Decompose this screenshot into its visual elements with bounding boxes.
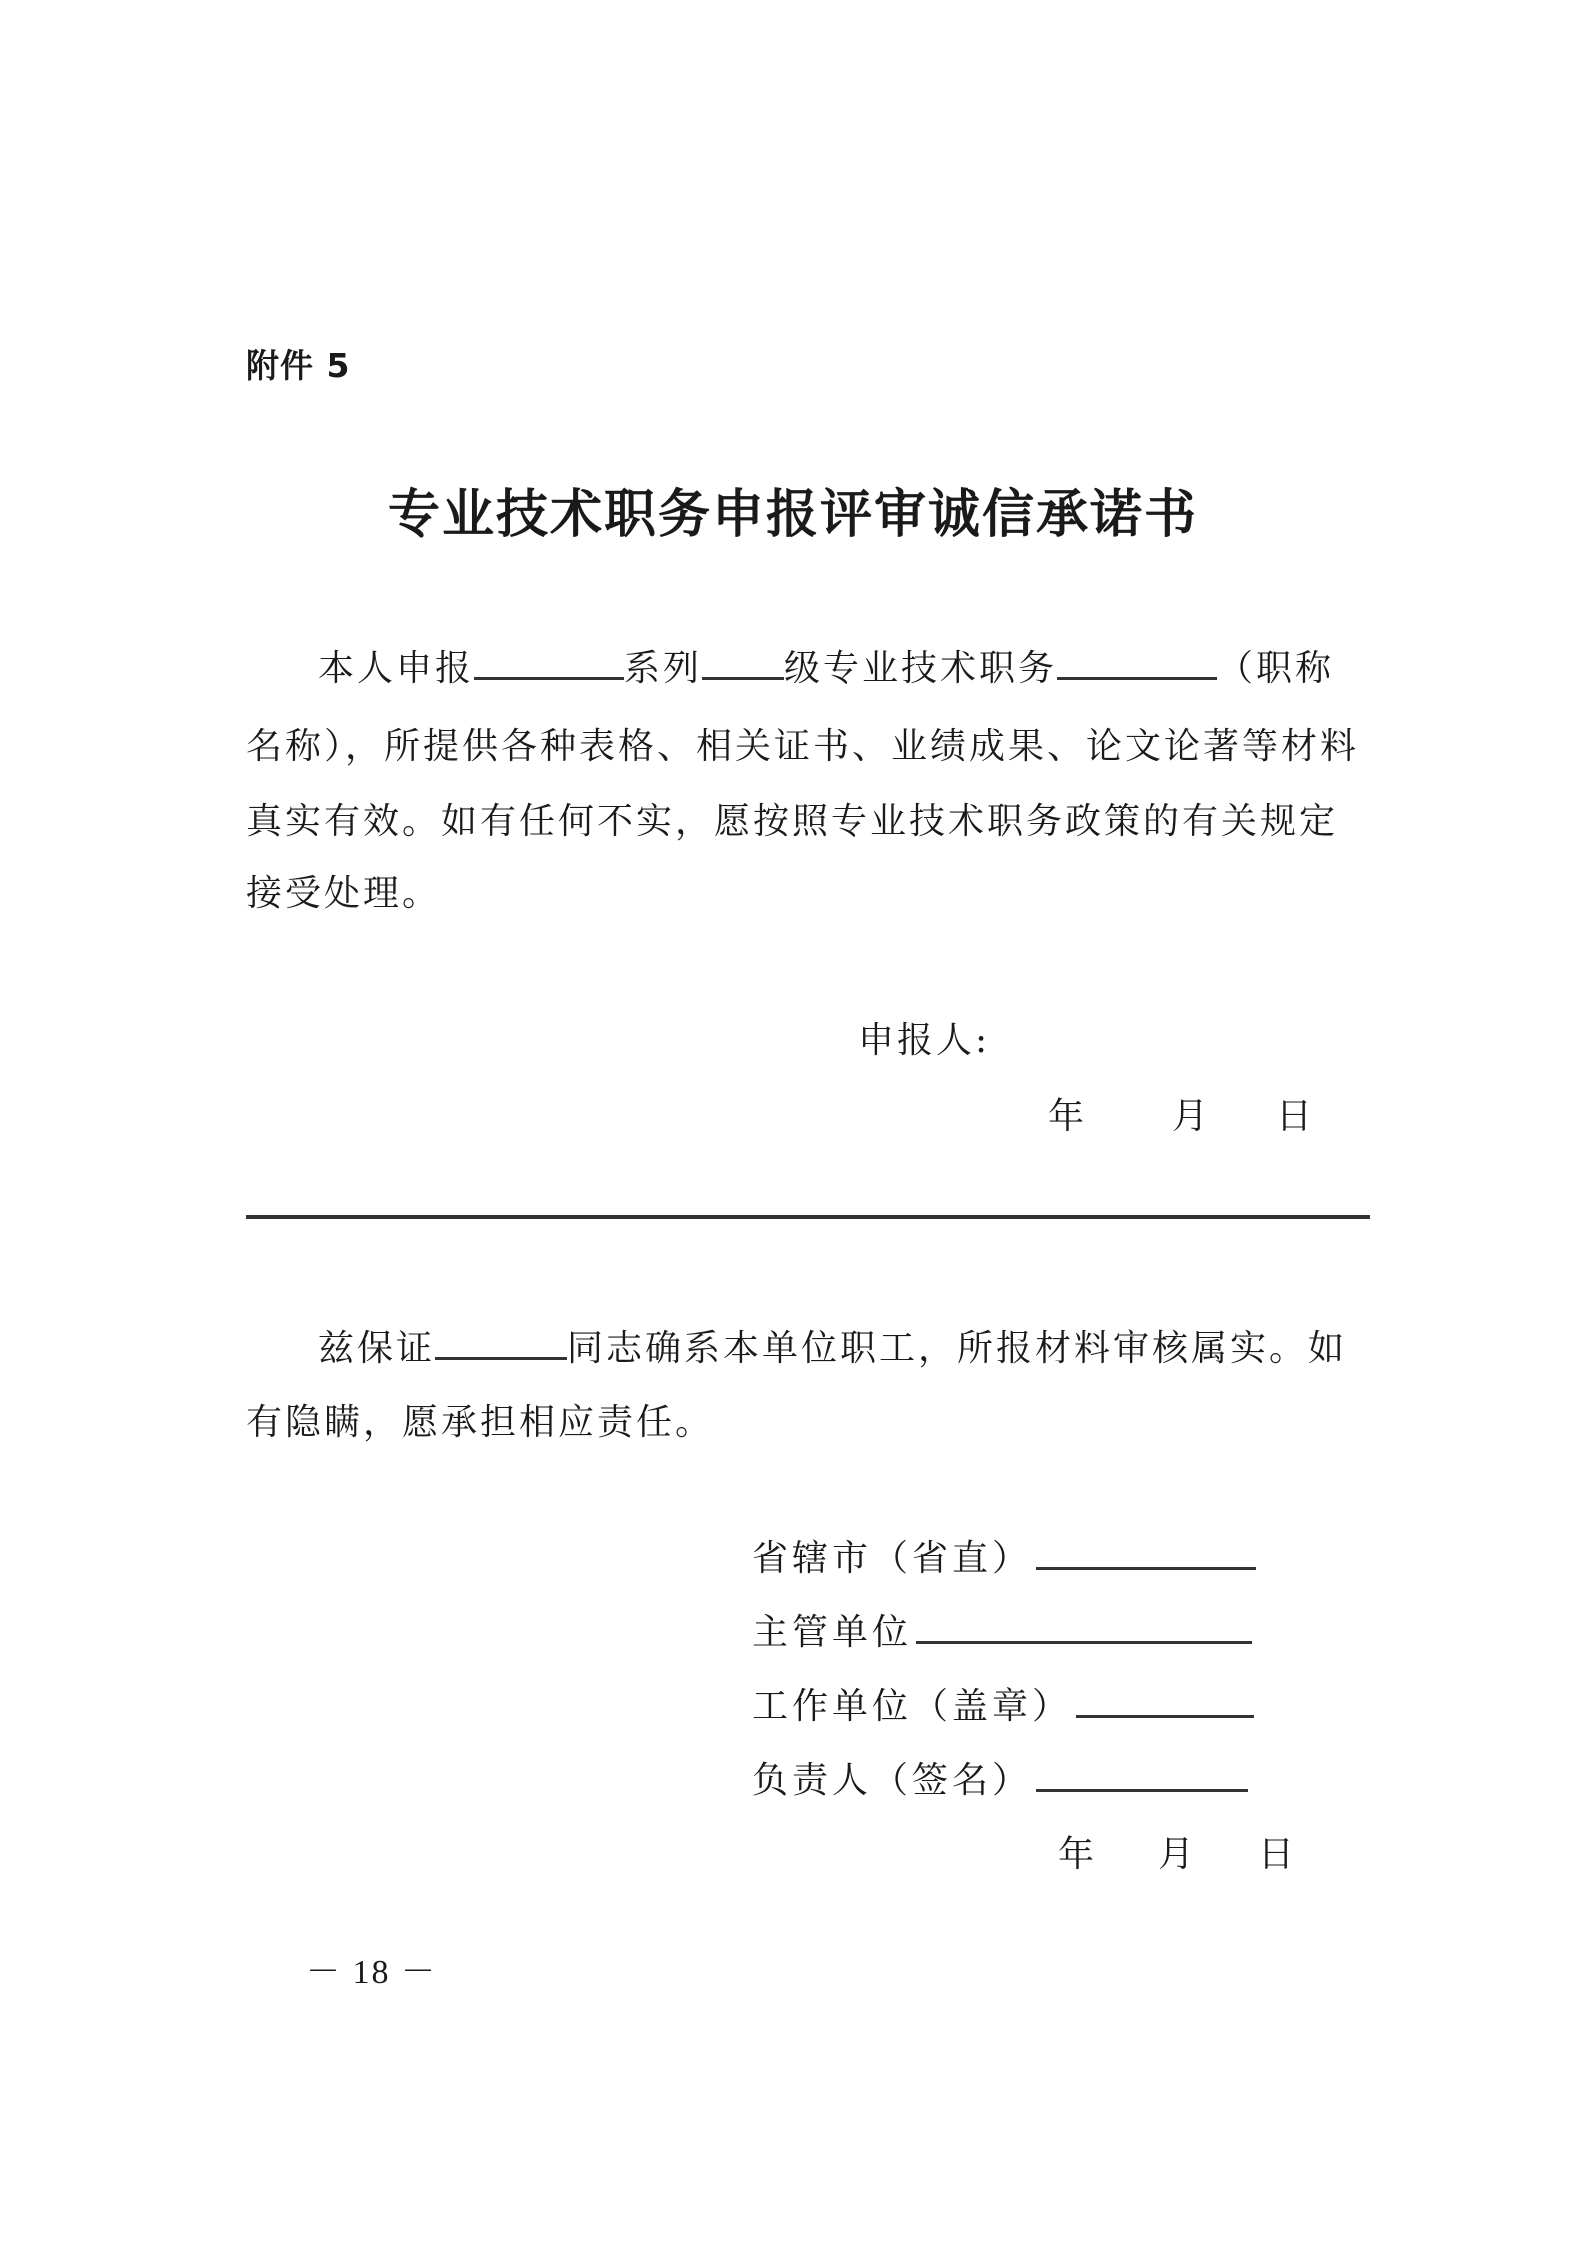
applicant-label: 申报人: bbox=[858, 1020, 991, 1061]
field-department-blank[interactable] bbox=[916, 1611, 1252, 1644]
unit-date-year: 年 bbox=[1058, 1834, 1095, 1875]
attachment-label: 附件 5 bbox=[246, 346, 351, 385]
field-responsible-person-label: 负责人（签名） bbox=[752, 1760, 1033, 1801]
field-city-blank[interactable] bbox=[1036, 1537, 1256, 1570]
document-title: 专业技术职务申报评审诚信承诺书 bbox=[387, 485, 1198, 545]
applicant-date-day: 日 bbox=[1276, 1096, 1313, 1137]
title-blank[interactable] bbox=[1057, 647, 1217, 680]
series-blank[interactable] bbox=[474, 647, 624, 680]
applicant-date-month: 月 bbox=[1172, 1096, 1209, 1137]
applicant-date bbox=[1048, 1088, 1312, 1139]
page-number: － 18 － bbox=[306, 1954, 437, 1991]
pledge-text-level: 级专业技术职务 bbox=[784, 648, 1058, 689]
unit-date bbox=[1058, 1826, 1294, 1877]
guarantee-text-rest: 同志确系本单位职工，所报材料审核属实。如 bbox=[567, 1328, 1348, 1369]
applicant-date-year: 年 bbox=[1048, 1096, 1085, 1137]
level-blank[interactable] bbox=[702, 647, 784, 680]
field-city-label: 省辖市（省直） bbox=[752, 1538, 1033, 1579]
field-work-unit-label: 工作单位（盖章） bbox=[752, 1686, 1073, 1727]
guarantee-line-2: 有隐瞒，愿承担相应责任。 bbox=[246, 1402, 715, 1443]
field-city bbox=[752, 1530, 1256, 1581]
pledge-line-3: 真实有效。如有任何不实，愿按照专业技术职务政策的有关规定 bbox=[246, 801, 1339, 842]
field-responsible-person-blank[interactable] bbox=[1036, 1759, 1248, 1792]
pledge-text-apply: 本人申报 bbox=[318, 648, 475, 689]
unit-date-month: 月 bbox=[1158, 1834, 1195, 1875]
unit-date-day: 日 bbox=[1258, 1834, 1295, 1875]
pledge-text-title-name: （职称 bbox=[1217, 648, 1335, 689]
field-department bbox=[752, 1604, 1252, 1655]
pledge-line-4: 接受处理。 bbox=[246, 873, 442, 914]
pledge-text-series: 系列 bbox=[624, 648, 703, 689]
field-responsible-person bbox=[752, 1752, 1248, 1803]
comrade-name-blank[interactable] bbox=[435, 1327, 567, 1360]
pledge-line-1 bbox=[318, 640, 1334, 691]
guarantee-line-1 bbox=[318, 1320, 1347, 1371]
guarantee-text-start: 兹保证 bbox=[318, 1328, 436, 1369]
pledge-line-2: 名称），所提供各种表格、相关证书、业绩成果、论文论著等材料 bbox=[246, 726, 1360, 767]
field-work-unit-blank[interactable] bbox=[1076, 1685, 1254, 1718]
section-divider bbox=[246, 1215, 1370, 1219]
field-work-unit bbox=[752, 1678, 1254, 1729]
field-department-label: 主管单位 bbox=[752, 1612, 913, 1653]
